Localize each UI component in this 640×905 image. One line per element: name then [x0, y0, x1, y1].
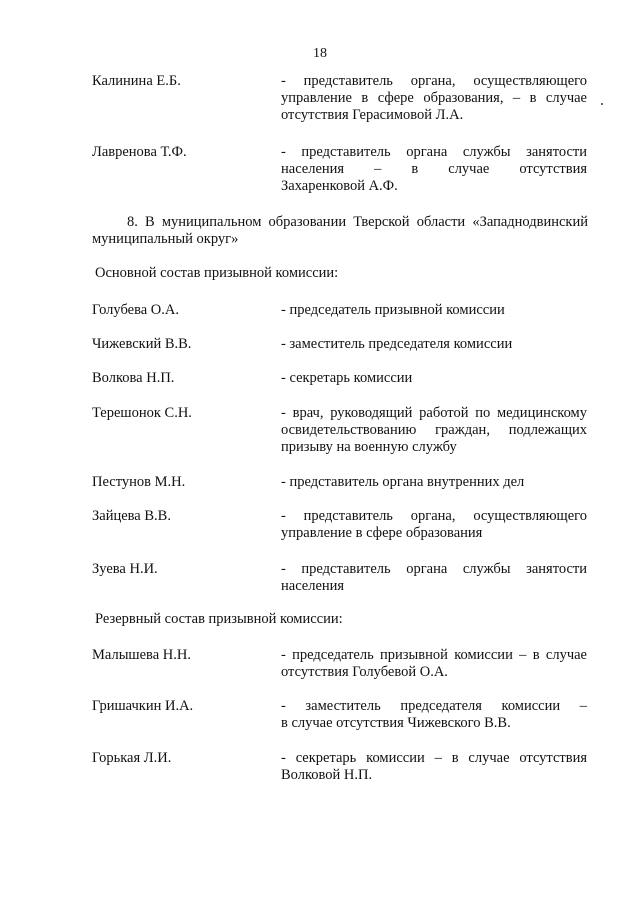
member-name: Малышева Н.Н. [92, 647, 191, 663]
member-name: Чижевский В.В. [92, 336, 192, 352]
role-line: - представитель органа службы занятости [281, 561, 587, 577]
section-paragraph [92, 214, 588, 248]
role-line: отсутствия Герасимовой Л.А. [281, 107, 464, 123]
member-role [281, 561, 587, 595]
role-line: - председатель призывной комиссии – в случае [281, 647, 587, 663]
member-name: Горькая Л.И. [92, 750, 172, 766]
member-name: Зайцева В.В. [92, 508, 171, 524]
member-name: Гришачкин И.А. [92, 698, 194, 714]
member-role [281, 647, 587, 681]
member-name: Пестунов М.Н. [92, 474, 186, 490]
member-name: Голубева О.А. [92, 302, 179, 318]
role-line: в случае отсутствия Чижевского В.В. [281, 715, 511, 731]
paragraph-line: 8. В муниципальном образовании Тверской области «Западнодвинский [127, 214, 588, 230]
role-line: Захаренковой А.Ф. [281, 178, 398, 194]
role-line: управление в сфере образования [281, 525, 483, 541]
role-line: - представитель органа службы занятости [281, 144, 587, 160]
scan-speck [601, 103, 603, 105]
member-role [281, 750, 587, 784]
member-role [281, 474, 587, 491]
role-line: - представитель органа внутренних дел [281, 474, 525, 490]
role-line: отсутствия Голубевой О.А. [281, 664, 448, 680]
main-composition-heading: Основной состав призывной комиссии: [95, 265, 339, 281]
member-role [281, 144, 587, 195]
member-name: Волкова Н.П. [92, 370, 175, 386]
role-line: - врач, руководящий работой по медицинскому [281, 405, 587, 421]
role-line: призыву на военную службу [281, 439, 457, 455]
member-role [281, 73, 587, 124]
member-role [281, 302, 587, 319]
role-line: - секретарь комиссии [281, 370, 413, 386]
role-line: Волковой Н.П. [281, 767, 373, 783]
member-name: Калинина Е.Б. [92, 73, 181, 89]
member-name: Лавренова Т.Ф. [92, 144, 187, 160]
member-role [281, 370, 587, 387]
role-line: - представитель органа, осуществляющего [281, 73, 587, 89]
role-line: - заместитель председателя комиссии – [281, 698, 587, 714]
member-role [281, 336, 587, 353]
member-role [281, 698, 587, 732]
member-role [281, 405, 587, 456]
role-line: населения [281, 578, 345, 594]
role-line: населения – в случае отсутствия [281, 161, 587, 177]
member-name: Зуева Н.И. [92, 561, 158, 577]
role-line: управление в сфере образования, – в случае [281, 90, 587, 106]
role-line: освидетельствованию граждан, подлежащих [281, 422, 587, 438]
member-role [281, 508, 587, 542]
role-line: - заместитель председателя комиссии [281, 336, 513, 352]
member-name: Терешонок С.Н. [92, 405, 192, 421]
page-number: 18 [313, 46, 327, 61]
paragraph-line: муниципальный округ» [92, 231, 239, 247]
reserve-composition-heading: Резервный состав призывной комиссии: [95, 611, 343, 627]
role-line: - представитель органа, осуществляющего [281, 508, 587, 524]
role-line: - секретарь комиссии – в случае отсутствия [281, 750, 587, 766]
role-line: - председатель призывной комиссии [281, 302, 505, 318]
